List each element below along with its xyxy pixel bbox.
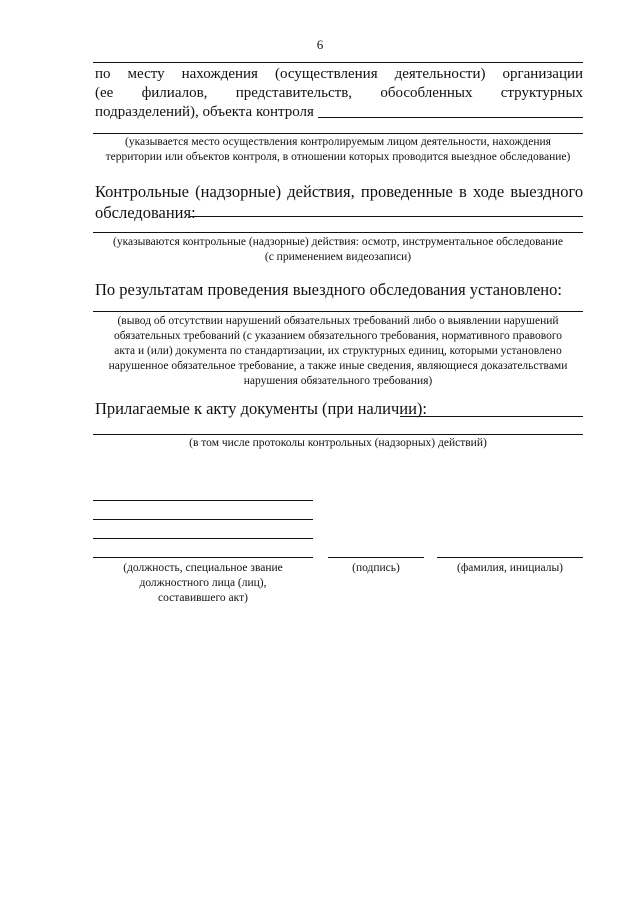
note-line: акта и (или) документа по стандартизации, их структурных единиц, которыми установлено	[114, 345, 562, 357]
word: месту	[127, 66, 165, 82]
word: Контрольные	[95, 182, 189, 201]
top-rule	[93, 62, 583, 63]
word: обособленных	[380, 85, 473, 101]
name-fill-line[interactable]	[437, 557, 583, 558]
word: структурных	[500, 85, 584, 101]
control-actions-line-2: обследования:	[95, 203, 196, 222]
word: (ее	[95, 85, 114, 101]
word: (надзорные)	[195, 182, 282, 201]
word: выездного	[510, 182, 584, 201]
word: представительств,	[235, 85, 353, 101]
location-note	[93, 135, 583, 165]
label-line: составившего акт)	[158, 592, 248, 604]
word: (осуществления	[274, 66, 378, 82]
note-line: (с применением видеозаписи)	[264, 251, 412, 263]
position-fill-line-2[interactable]	[93, 519, 313, 520]
word: по	[95, 66, 111, 82]
position-fill-line-3[interactable]	[93, 538, 313, 539]
page-number: 6	[316, 37, 324, 52]
word: нахождения	[181, 66, 258, 82]
attachments-heading: Прилагаемые к акту документы (при наличии):	[95, 399, 427, 418]
word: ходе	[473, 182, 505, 201]
note-line: обязательных требований (с указанием обязательного требования, нормативного правового	[113, 330, 563, 342]
word: действия,	[287, 182, 355, 201]
note-line: (вывод об отсутствии нарушений обязательных требований либо о выявлении нарушений	[117, 315, 559, 327]
name-label: (фамилия, инициалы)	[456, 562, 564, 574]
results-note	[93, 314, 583, 389]
label-line: должностного лица (лиц),	[139, 577, 267, 589]
signature-label: (подпись)	[352, 562, 400, 574]
location-line-3: подразделений), объекта контроля	[95, 104, 314, 120]
word: организации	[502, 66, 584, 82]
attachments-note: (в том числе протоколы контрольных (надзорных) действий)	[189, 437, 487, 449]
word: проведенные	[360, 182, 453, 201]
results-fill-line[interactable]	[93, 311, 583, 312]
note-line: территории или объектов контроля, в отношении которых проводится выездное обследование)	[105, 151, 571, 163]
position-fill-line-4[interactable]	[93, 557, 313, 558]
location-fill-line[interactable]	[93, 133, 583, 134]
word: филиалов,	[141, 85, 208, 101]
signature-fill-line[interactable]	[328, 557, 424, 558]
note-line: (указываются контрольные (надзорные) действия: осмотр, инструментальное обследование	[113, 236, 563, 248]
location-line-2	[95, 84, 583, 103]
results-heading: По результатам проведения выездного обследования установлено:	[95, 280, 562, 299]
location-paragraph	[95, 65, 583, 122]
note-line: нарушения обязательного требования)	[243, 375, 433, 387]
note-line: (указывается место осуществления контролируемым лицом деятельности, нахождения	[125, 136, 551, 148]
control-object-fill-line[interactable]	[318, 117, 583, 118]
control-actions-fill-line-2[interactable]	[93, 232, 583, 233]
word: деятельности)	[394, 66, 486, 82]
attachments-fill-line-2[interactable]	[93, 434, 583, 435]
attachments-fill-line[interactable]	[400, 416, 583, 417]
label-line: (должность, специальное звание	[123, 562, 283, 574]
location-line-1	[95, 65, 583, 84]
word: в	[459, 182, 467, 201]
position-fill-line-1[interactable]	[93, 500, 313, 501]
control-actions-fill-line[interactable]	[190, 216, 583, 217]
control-actions-note	[93, 235, 583, 265]
note-line: нарушенное обязательное требование, а также иные сведения, являющиеся доказательствами	[108, 360, 568, 372]
control-actions-line-1	[95, 181, 583, 202]
position-label	[93, 561, 313, 606]
